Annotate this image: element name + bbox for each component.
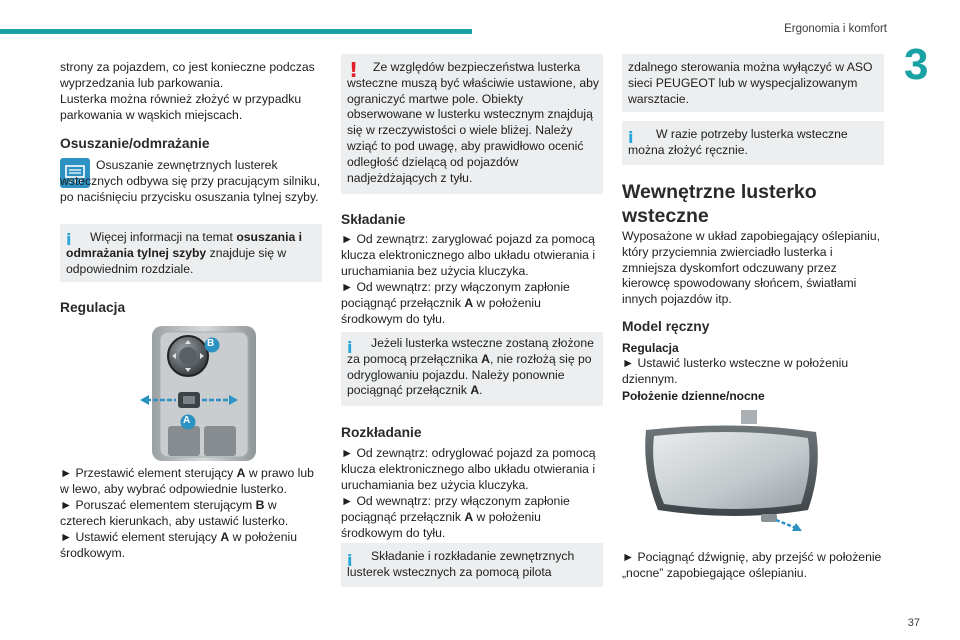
chapter-number: 3 <box>904 40 929 89</box>
info-text: Jeżeli lusterka wsteczne zostaną złożone za pomocą przełącznika A, nie rozłożą się po odryglowaniu pojazdu. Należy ponownie pociągnąć przełącznik A. <box>347 336 594 398</box>
step: ► Przestawić element sterujący A w prawo lub w lewo, aby wybrać odpowiednie lusterko. <box>60 466 314 496</box>
unfold-step: ► Od wewnątrz: przy włączonym zapłonie pociągnąć przełącznik A w położeniu środkowym do tyłu. <box>341 494 570 540</box>
header-accent-bar <box>0 29 472 34</box>
heading-inner-mirror: Wewnętrzne lusterko wsteczne <box>622 181 817 227</box>
paragraph: Wyposażone w układ zapobiegający oślepianiu, który przyciemnia zwierciadło lusterka i zmniejsza dyskomfort odczuwany przez kierowcę spowodowany słońcem, światłami innych pojazdów itp. <box>622 229 881 307</box>
rearview-mirror-illustration <box>636 410 836 540</box>
label-b: B <box>207 338 215 349</box>
defrost-text: Osuszanie zewnętrznych lusterek wstecznych odbywa się przy pracującym silniku, po naciśnięciu przycisku osuszania tylnej szyby. <box>60 158 321 204</box>
subheading-regulation: Regulacja <box>622 341 679 355</box>
fold-step: ► Od zewnątrz: zaryglować pojazd za pomocą klucza elektronicznego albo układu otwierania i uruchamiania bez użycia kluczyka. <box>341 232 596 278</box>
info-icon: i <box>347 551 353 570</box>
step: ► Ustawić element sterujący A w położeniu środkowym. <box>60 530 297 560</box>
info-text: W razie potrzeby lusterka wsteczne można złożyć ręcznie. <box>628 127 848 157</box>
info-text: Więcej informacji na temat osuszania i odmrażania tylnej szyby znajduje się w odpowiednim rozdziale. <box>66 230 303 276</box>
heading-fold: Składanie <box>341 212 406 227</box>
page-number: 37 <box>907 617 920 629</box>
paragraph: ► Ustawić lusterko wsteczne w położeniu dziennym. <box>622 356 849 386</box>
heading-defrost: Osuszanie/odmrażanie <box>60 136 210 151</box>
paragraph: strony za pojazdem, co jest konieczne podczas wyprzedzania lub parkowania. <box>60 60 315 90</box>
info-box <box>60 224 322 282</box>
info-text: Składanie i rozkładanie zewnętrznych lusterek wstecznych za pomocą pilota <box>347 549 575 579</box>
paragraph: Lusterka można również złożyć w przypadku parkowania w wąskich miejscach. <box>60 92 302 122</box>
paragraph: ► Pociągnąć dźwignię, aby przejść w położenie „nocne” zapobiegające oślepianiu. <box>622 550 882 580</box>
info-icon: i <box>66 230 72 249</box>
unfold-step: ► Od zewnątrz: odryglować pojazd za pomocą klucza elektronicznego albo układu otwierania i uruchamiania bez użycia kluczyka. <box>341 446 596 492</box>
step: ► Poruszać elementem sterującym B w czterech kierunkach, aby ustawić lusterko. <box>60 498 289 528</box>
mirror-control-illustration <box>140 326 300 461</box>
warning-text: Ze względów bezpieczeństwa lusterka wsteczne muszą być właściwie ustawione, aby ograniczyć martwe pole. Obiekty obserwowane w lusterku wstecznym znajdują się w rzeczywistości o wiele bliżej. Należy wziąć to pod uwagę, aby prawidłowo ocenić odległość dzielącą od pojazdów nadjeżdżających z tyłu. <box>347 60 599 185</box>
heading-adjust: Regulacja <box>60 300 126 315</box>
subheading-day-night: Położenie dzienne/nocne <box>622 389 765 403</box>
info-box <box>341 332 603 406</box>
label-a: A <box>183 415 191 426</box>
fold-step: ► Od wewnątrz: przy włączonym zapłonie pociągnąć przełącznik A w położeniu środkowym do tyłu. <box>341 280 570 326</box>
warning-box <box>341 54 603 194</box>
info-text: zdalnego sterowania można wyłączyć w ASO sieci PEUGEOT lub w wyspecjalizowanym warsztacie. <box>628 60 873 106</box>
heading-unfold: Rozkładanie <box>341 425 422 440</box>
warning-icon: ! <box>349 58 359 82</box>
info-box <box>622 121 884 165</box>
info-box-continued <box>622 54 884 112</box>
info-icon: i <box>628 128 634 147</box>
info-box <box>341 543 603 587</box>
info-icon: i <box>347 338 353 357</box>
section-title: Ergonomia i komfort <box>784 23 887 35</box>
heading-manual: Model ręczny <box>622 319 710 334</box>
